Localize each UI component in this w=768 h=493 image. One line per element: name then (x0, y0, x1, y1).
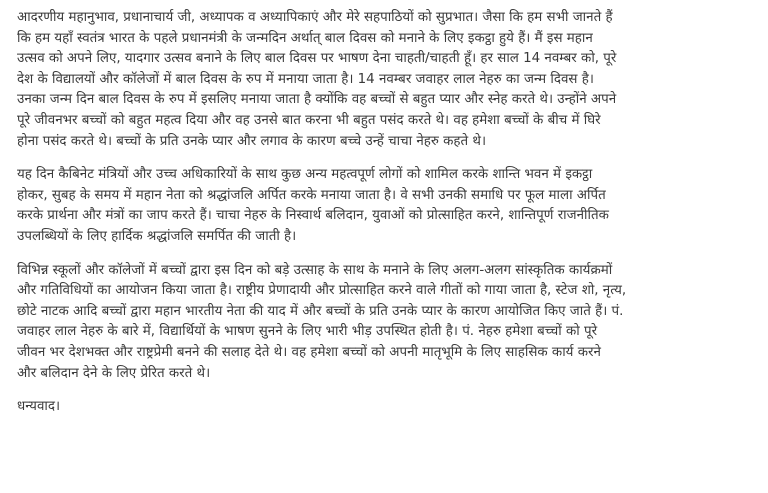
paragraph-introduction: आदरणीय महानुभाव, प्रधानाचार्य जी, अध्यापक व अध्यापिकाएं और मेरे सहपाठियों को सुप्रभात। जैसा कि हम सभी जानते हैं कि हम यहाँ स्वतंत्र भारत के पहले प्रधानमंत्री के जन्मदिन अर्थात् बाल दिवस को मनाने के लिए इकट्ठा हुये हैं। मैं इस महान उत्सव को अपने लिए, यादगार उत्सव बनाने के लिए बाल दिवस पर भाषण देना चाहती/चाहती हूँ। हर साल 14 नवम्बर को, पूरे देश के विद्यालयों और कॉलेजों में बाल दिवस के रुप में मनाया जाता है। 14 नवम्बर जवाहर लाल नेहरु का जन्म दिवस है। उनका जन्म दिन बाल दिवस के रुप में इसलिए मनाया जाता है क्योंकि वह बच्चों से बहुत प्यार और स्नेह करते थे। उन्होंने अपने पूरे जीवनभर बच्चों को बहुत महत्व दिया और वह उनसे बात करना भी बहुत पसंद करते थे। वह हमेशा बच्चों के बीच में घिरे होना पसंद करते थे। बच्चों के प्रति उनके प्यार और लगाव के कारण बच्चे उन्हें चाचा नेहरु कहते थे। (17, 10, 617, 149)
paragraph-celebration: यह दिन कैबिनेट मंत्रियों और उच्च अधिकारियों के साथ कुछ अन्य महत्वपूर्ण लोगों को शामिल करके शान्ति भवन में इकट्ठा होकर, सुबह के समय में महान नेता को श्रद्धांजलि अर्पित करके मनाया जाता है। वे सभी उनकी समाधि पर फूल माला अर्पित करके प्रार्थना और मंत्रों का जाप करते हैं। चाचा नेहरु के निस्वार्थ बलिदान, युवाओं को प्रोत्साहित करने, शान्तिपूर्ण राजनीतिक उपलब्धियों के लिए हार्दिक श्रद्धांजलि समर्पित की जाती है। (17, 167, 609, 244)
closing-thanks: धन्यवाद। (17, 399, 61, 415)
speech-document (17, 8, 761, 431)
paragraph-school-programs: विभिन्न स्कूलों और कॉलेजों में बच्चों द्वारा इस दिन को बड़े उत्साह के साथ के मनाने के लिए अलग-अलग सांस्कृतिक कार्यक्रमों और गतिविधियों का आयोजन किया जाता है। राष्ट्रीय प्रेणादायी और प्रोत्साहित करने वाले गीतों को गाया जाता है, स्टेज शो, नृत्य, छोटे नाटक आदि बच्चों द्वारा महान भारतीय नेता की याद में और बच्चों के प्रति उनके प्यार के कारण आयोजित किए जाते हैं। पं. जवाहर लाल नेहरु के बारे में, विद्यार्थियों के भाषण सुनने के लिए भारी भीड़ उपस्थित होती है। पं. नेहरु हमेशा बच्चों को पूरे जीवन भर देशभक्त और राष्ट्रप्रेमी बनने की सलाह देते थे। वह हमेशा बच्चों को अपनी मातृभूमि के लिए साहसिक कार्य करने और बलिदान देने के लिए प्रेरित करते थे। (17, 262, 627, 381)
